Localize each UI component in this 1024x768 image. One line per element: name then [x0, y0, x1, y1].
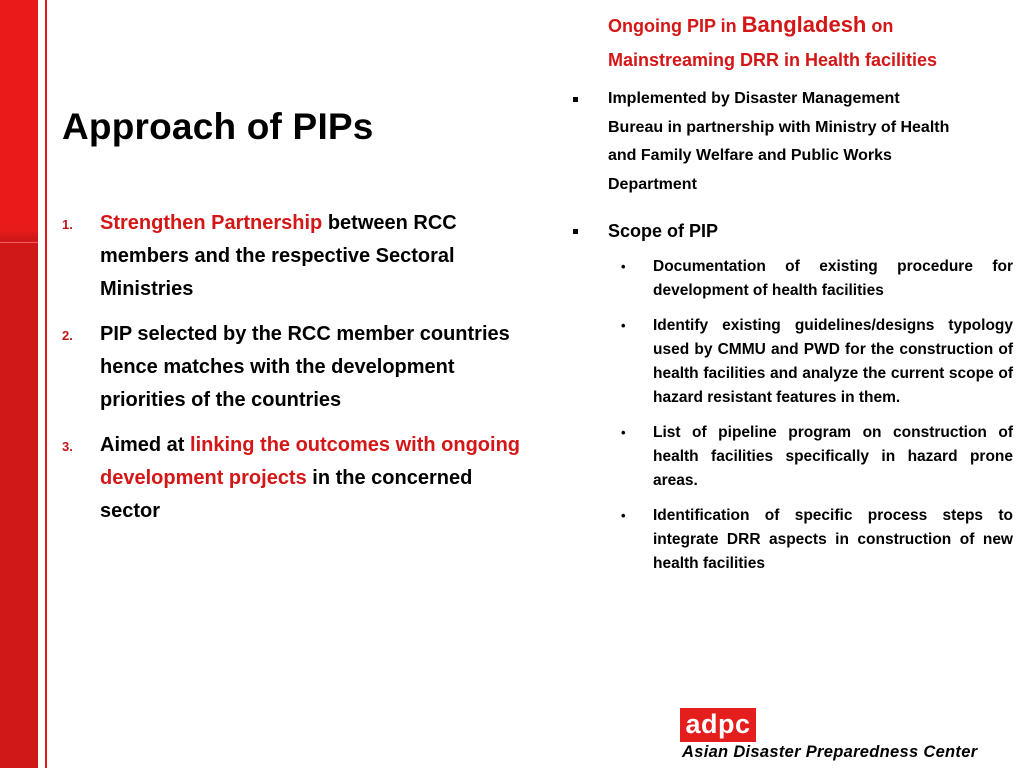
dot-bullet-icon: • [621, 425, 626, 440]
scope-item-text: List of pipeline program on construction of health facilities specifically in hazard prone areas. [653, 424, 1013, 489]
approach-list [62, 207, 532, 540]
dot-bullet-icon: • [621, 508, 626, 523]
scope-label: Scope of PIP [608, 221, 719, 241]
adpc-logo: adpc [680, 708, 756, 742]
square-bullet-icon [573, 97, 578, 102]
scope-item-text: Identification of specific process steps to integrate DRR aspects in construction of new health facilities [653, 507, 1013, 572]
item-text: PIP selected by the RCC member countries hence matches with the development priorities of the countries [100, 323, 510, 411]
item-number: 1. [62, 217, 73, 232]
left-red-line [45, 0, 47, 768]
heading-country: Bangladesh [741, 12, 867, 37]
implemented-text: Implemented by Disaster Management Bureau in partnership with Ministry of Health and Family Welfare and Public Works Department [608, 90, 950, 193]
item-highlight: linking the outcomes with ongoing development projects [100, 434, 521, 489]
org-name: Asian Disaster Preparedness Center [682, 743, 978, 761]
heading-post: on Mainstreaming DRR in Health facilities [608, 16, 938, 70]
heading-pre: Ongoing PIP in [608, 16, 742, 36]
slide-title: Approach of PIPs [62, 106, 374, 147]
dot-bullet-icon: • [621, 259, 626, 274]
scope-list [566, 255, 1016, 576]
left-red-bar [0, 0, 38, 768]
item-highlight: Strengthen Partnership [100, 212, 323, 234]
implemented-item [566, 85, 958, 199]
item-number: 2. [62, 328, 73, 343]
list-item [62, 429, 532, 528]
scope-list-item [621, 504, 1013, 576]
scope-item-text: Documentation of existing procedure for development of health facilities [653, 258, 1013, 299]
item-number: 3. [62, 439, 73, 454]
scope-item-text: Identify existing guidelines/designs typology used by CMMU and PWD for the construction of health facilities and analyze the current scope of hazard resistant features in them. [653, 317, 1013, 406]
right-heading [608, 8, 1016, 77]
scope-list-item [621, 421, 1013, 493]
right-column [566, 8, 1016, 587]
list-item [62, 318, 532, 417]
dot-bullet-icon: • [621, 318, 626, 333]
item-text-pre: Aimed at [100, 434, 191, 456]
scope-item [566, 217, 1016, 245]
item-text: between RCC members and the respective Sectoral Ministries [100, 212, 457, 300]
square-bullet-icon [573, 229, 578, 234]
scope-list-item [621, 255, 1013, 303]
item-text-post: in the concerned sector [100, 467, 473, 522]
scope-list-item [621, 314, 1013, 410]
list-item [62, 207, 532, 306]
